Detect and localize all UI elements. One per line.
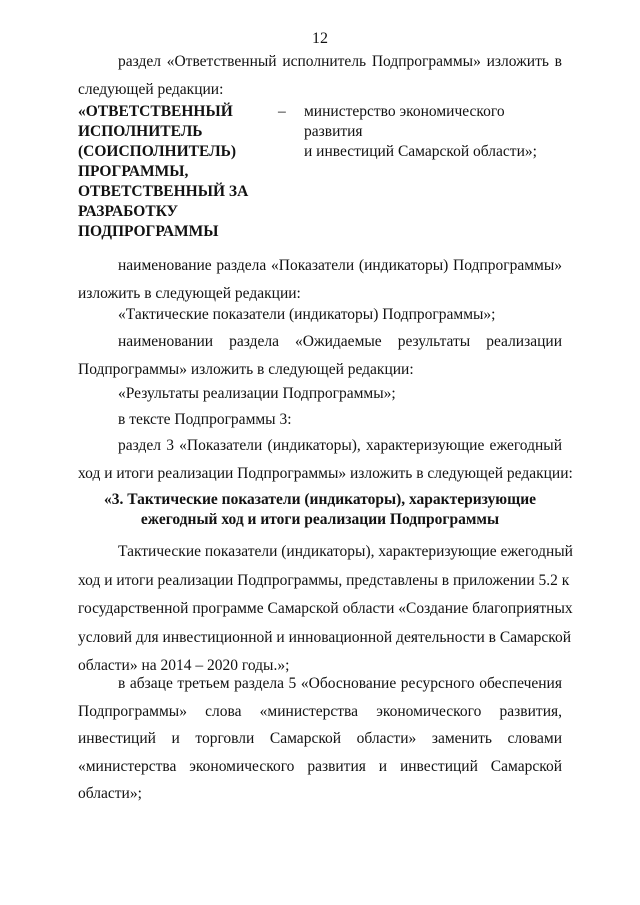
text-line: инвестиций и торговли Самарской области» заменить словами <box>78 730 562 747</box>
text-line: в тексте Подпрограммы 3: <box>118 411 292 428</box>
table-dash: – <box>278 103 286 120</box>
text-line: изложить в следующей редакции: <box>78 285 301 302</box>
text-line: Тактические показатели (индикаторы), характеризующие ежегодный <box>118 543 573 560</box>
text-line: (СОИСПОЛНИТЕЛЬ) <box>78 143 237 160</box>
text-line: и инвестиций Самарской области»; <box>304 143 537 160</box>
text-line: ИСПОЛНИТЕЛЬ <box>78 123 203 140</box>
text-line: Подпрограммы» изложить в следующей редакции: <box>78 361 414 378</box>
page-number: 12 <box>312 30 328 47</box>
text-line: «Тактические показатели (индикаторы) Подпрограммы»; <box>118 306 496 323</box>
text-line: следующей редакции: <box>78 81 224 98</box>
table-label-cell <box>78 102 278 242</box>
text-line: министерство экономического развития <box>304 103 505 140</box>
paragraph-2 <box>78 252 562 308</box>
text-line: государственной программе Самарской области «Создание благоприятных <box>78 600 573 617</box>
text-line: ПРОГРАММЫ, <box>78 163 189 180</box>
paragraph-6 <box>78 406 562 434</box>
text-line: «ОТВЕТСТВЕННЫЙ <box>78 103 233 120</box>
text-line: области» на 2014 – 2020 годы.»; <box>78 657 290 674</box>
paragraph-9 <box>78 670 562 808</box>
text-line: наименование раздела «Показатели (индикаторы) Подпрограммы» <box>118 257 562 274</box>
text-line: «3. Тактические показатели (индикаторы), характеризующие <box>103 491 537 508</box>
paragraph-8 <box>78 538 573 681</box>
text-line: РАЗРАБОТКУ <box>78 203 178 220</box>
paragraph-3 <box>78 301 562 329</box>
text-line: раздел «Ответственный исполнитель Подпрограммы» изложить в <box>118 53 562 70</box>
text-line: «министерства экономического развития и инвестиций Самарской <box>78 757 562 775</box>
text-line: в абзаце третьем раздела 5 «Обоснование ресурсного обеспечения <box>118 675 562 692</box>
text-line: ежегодный ход и итоги реализации Подпрограммы <box>140 511 500 528</box>
text-line: наименовании раздела «Ожидаемые результаты реализации <box>118 333 562 350</box>
paragraph-5 <box>78 380 562 408</box>
text-line: ход и итоги реализации Подпрограммы, представлены в приложении 5.2 к <box>78 571 570 589</box>
text-line: ход и итоги реализации Подпрограммы» изложить в следующей редакции: <box>78 465 573 482</box>
paragraph-7 <box>78 432 573 488</box>
text-line: области»; <box>78 785 142 802</box>
paragraph-4 <box>78 328 562 384</box>
text-line: Подпрограммы» слова «министерства экономического развития, <box>78 702 562 720</box>
section-heading <box>100 490 540 530</box>
text-line: раздел 3 «Показатели (индикаторы), характеризующие ежегодный <box>118 437 562 454</box>
paragraph-1 <box>78 48 562 104</box>
text-line: ПОДПРОГРАММЫ <box>78 223 219 240</box>
table-value-cell <box>304 102 564 162</box>
text-line: ОТВЕТСТВЕННЫЙ ЗА <box>78 183 249 200</box>
text-line: «Результаты реализации Подпрограммы»; <box>118 385 396 402</box>
text-line: условий для инвестиционной и инновационной деятельности в Самарской <box>78 628 572 646</box>
